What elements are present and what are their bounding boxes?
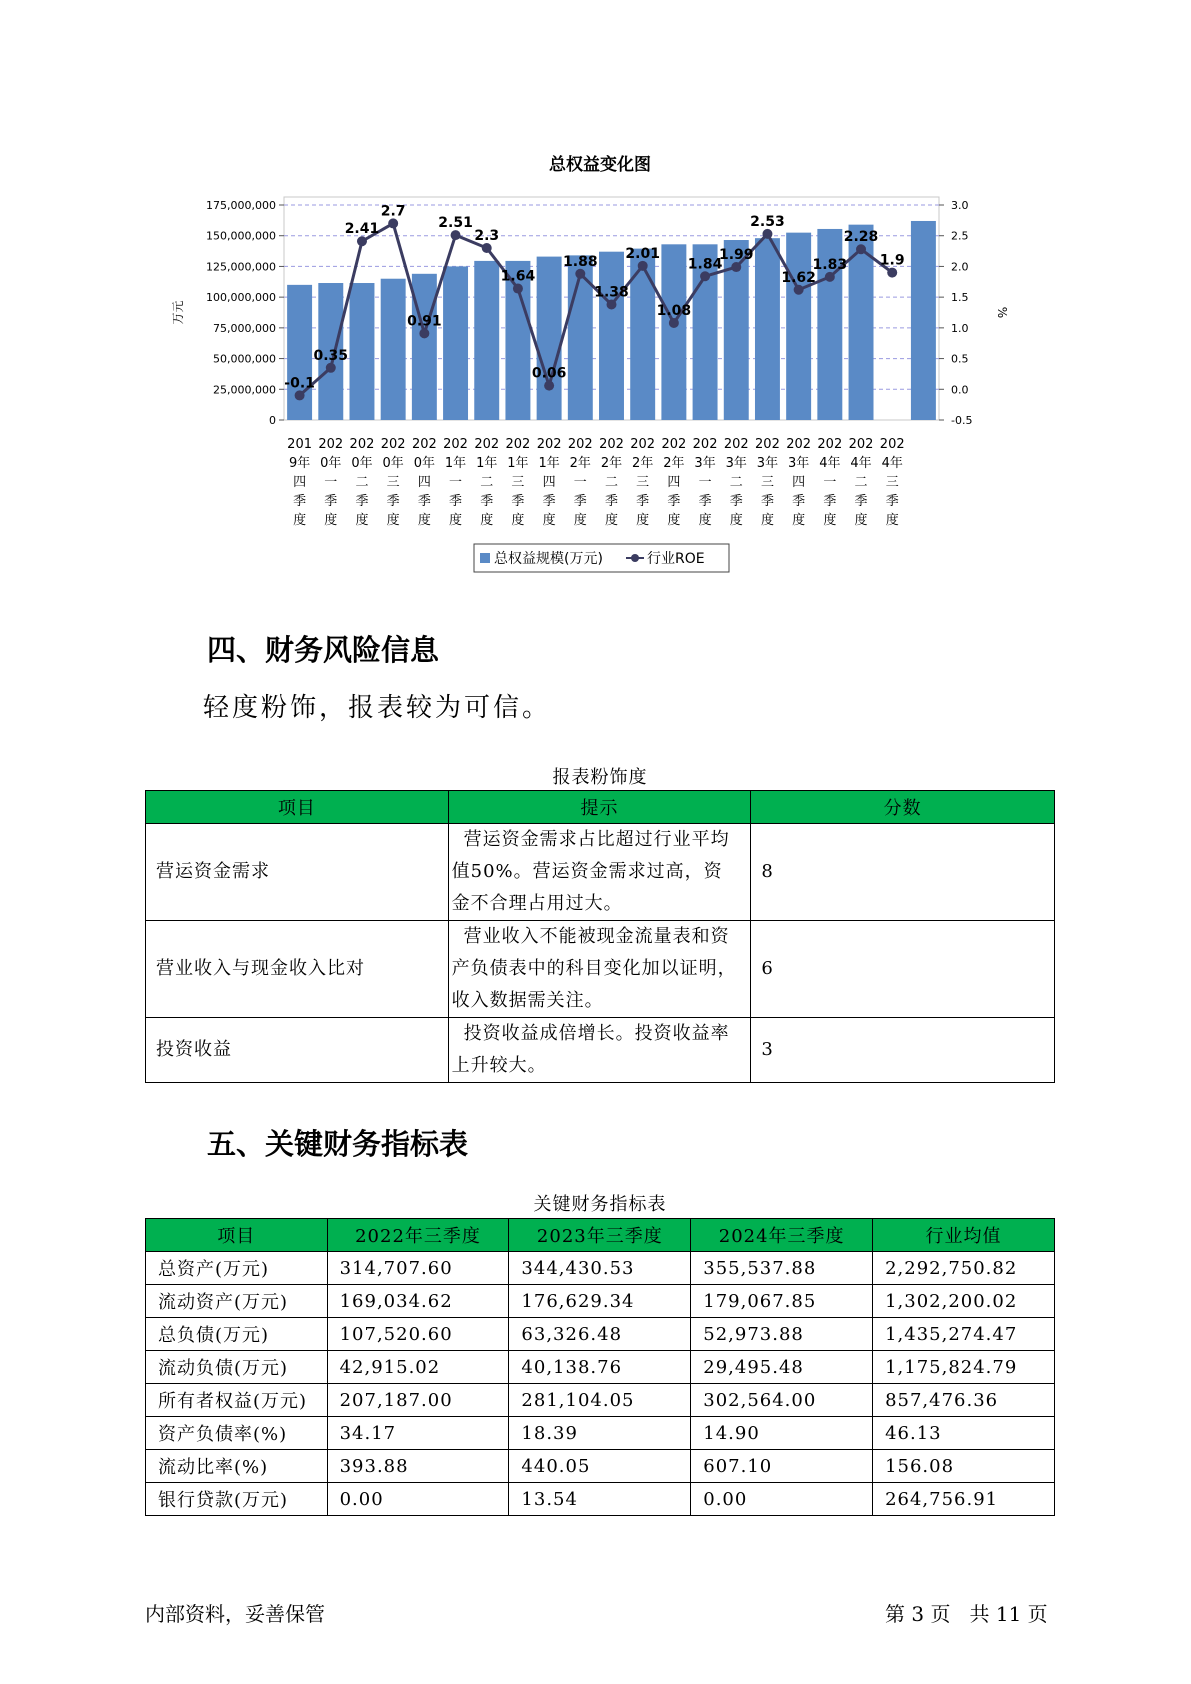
kpi-industry-avg: 857,476.36 [873, 1384, 1055, 1417]
table-row [146, 1252, 1055, 1285]
bar [537, 257, 562, 420]
y-tick-label: 125,000,000 [206, 260, 276, 274]
y-tick-label: 100,000,000 [206, 291, 276, 305]
y2-tick-label: 2.5 [951, 229, 969, 243]
x-tick-label: 202 4年二季度 [848, 437, 874, 528]
table-row [146, 1285, 1055, 1318]
table-row [146, 824, 1055, 921]
y-tick-label: 75,000,000 [213, 321, 276, 335]
y2-tick-label: 1.5 [951, 291, 969, 305]
kpi-2024q3: 29,495.48 [691, 1351, 873, 1384]
risk-score: 6 [751, 921, 1055, 1018]
roe-data-label: 1.08 [656, 302, 692, 319]
roe-data-label: 2.28 [843, 229, 879, 246]
y-tick-label: 150,000,000 [206, 229, 276, 243]
y2-tick-label: 2.0 [951, 260, 969, 274]
kpi-2023q3: 13.54 [509, 1483, 691, 1516]
y-tick-label: 50,000,000 [213, 352, 276, 366]
kpi-2023q3: 440.05 [509, 1450, 691, 1483]
kpi-item: 流动资产(万元) [146, 1285, 328, 1318]
legend-swatch-bar [480, 553, 490, 563]
x-tick-label: 202 1年三季度 [505, 437, 531, 528]
x-tick-label: 202 2年二季度 [599, 437, 624, 528]
roe-point [638, 261, 648, 271]
section5-heading: 五、关键财务指标表 [207, 1127, 469, 1161]
table-row [146, 1450, 1055, 1483]
x-tick-label: 202 4年一季度 [817, 437, 843, 528]
y-axis-label: 万元 [171, 300, 185, 325]
kpi-item: 流动负债(万元) [146, 1351, 328, 1384]
roe-point [887, 268, 897, 278]
table-row [146, 1483, 1055, 1516]
bar [786, 233, 811, 420]
roe-point [856, 244, 866, 254]
x-tick-label: 202 2年三季度 [630, 437, 656, 528]
bar [911, 221, 936, 420]
risk-table-header [146, 791, 1055, 824]
bar [755, 238, 780, 420]
roe-point [825, 272, 835, 282]
kpi-industry-avg: 2,292,750.82 [873, 1252, 1055, 1285]
bar [381, 279, 406, 420]
y-tick-label: 0 [269, 414, 276, 427]
x-tick-label: 202 3年一季度 [692, 437, 718, 528]
col-header-item: 项目 [146, 1219, 328, 1252]
roe-point [669, 318, 679, 328]
kpi-table-caption: 关键财务指标表 [533, 1194, 667, 1215]
y-tick-label: 25,000,000 [213, 383, 276, 397]
risk-item: 投资收益 [146, 1018, 449, 1083]
roe-point [357, 236, 367, 246]
kpi-industry-avg: 1,302,200.02 [873, 1285, 1055, 1318]
roe-data-label: 1.38 [594, 284, 629, 301]
table-row [146, 1417, 1055, 1450]
y2-tick-label: 0.5 [951, 352, 969, 366]
x-tick-label: 202 2年四季度 [661, 437, 687, 528]
risk-score: 3 [751, 1018, 1055, 1083]
kpi-industry-avg: 156.08 [873, 1450, 1055, 1483]
x-tick-label: 202 3年二季度 [723, 437, 749, 528]
kpi-2023q3: 176,629.34 [509, 1285, 691, 1318]
bar [412, 274, 437, 420]
kpi-industry-avg: 46.13 [873, 1417, 1055, 1450]
table-row [146, 1384, 1055, 1417]
kpi-2024q3: 0.00 [691, 1483, 873, 1516]
bar [443, 266, 468, 420]
roe-data-label: 2.53 [750, 213, 785, 230]
risk-tip-text: 营业收入不能被现金流量表和资产负债表中的科目变化加以证明，收入数据需关注。 [451, 926, 737, 1011]
roe-data-label: 0.91 [407, 313, 442, 330]
kpi-item: 所有者权益(万元) [146, 1384, 328, 1417]
legend-label: 行业ROE [647, 551, 705, 567]
risk-score: 8 [751, 824, 1055, 921]
roe-data-label: 1.62 [781, 269, 816, 286]
y2-tick-label: 3.0 [951, 199, 969, 212]
legend-swatch-point [631, 554, 639, 562]
roe-point [482, 243, 492, 253]
risk-tip [448, 824, 751, 921]
table-row [146, 1351, 1055, 1384]
equity-chart [160, 180, 1020, 600]
risk-tip-text: 营运资金需求占比超过行业平均值50%。营运资金需求过高，资金不合理占用过大。 [451, 829, 730, 914]
kpi-2022q3: 0.00 [327, 1483, 509, 1516]
roe-data-label: 1.88 [563, 253, 598, 270]
bar [350, 283, 375, 420]
roe-point [326, 363, 336, 373]
roe-point [575, 269, 585, 279]
y2-axis-label: % [995, 306, 1009, 319]
kpi-2022q3: 42,915.02 [327, 1351, 509, 1384]
x-tick-label: 201 9年四季度 [287, 437, 313, 528]
kpi-item: 资产负债率(%) [146, 1417, 328, 1450]
legend-label: 总权益规模(万元) [494, 551, 603, 567]
roe-point [295, 390, 305, 400]
y2-tick-label: 0.0 [951, 383, 969, 397]
kpi-item: 总负债(万元) [146, 1318, 328, 1351]
roe-point [388, 218, 398, 228]
roe-point [607, 300, 617, 310]
bar [568, 255, 593, 420]
roe-data-label: 2.51 [438, 215, 473, 232]
y2-tick-label: -0.5 [951, 414, 973, 427]
roe-data-label: 2.41 [344, 221, 380, 238]
x-tick-label: 202 3年三季度 [755, 437, 780, 528]
kpi-2024q3: 302,564.00 [691, 1384, 873, 1417]
col-header-score: 分数 [751, 791, 1055, 824]
kpi-table-header [146, 1219, 1055, 1252]
risk-item: 营运资金需求 [146, 824, 449, 921]
kpi-2022q3: 314,707.60 [327, 1252, 509, 1285]
col-header-2022q3: 2022年三季度 [327, 1219, 509, 1252]
risk-table-caption: 报表粉饰度 [552, 767, 648, 788]
roe-data-label: 1.83 [812, 256, 848, 273]
chart-title: 总权益变化图 [549, 155, 651, 175]
x-tick-label: 202 1年二季度 [474, 437, 500, 528]
x-tick-label: 202 0年四季度 [411, 437, 437, 528]
table-row [146, 1018, 1055, 1083]
kpi-2023q3: 281,104.05 [509, 1384, 691, 1417]
section4-heading: 四、财务风险信息 [207, 633, 440, 667]
risk-table [145, 790, 1055, 1083]
roe-data-label: 0.35 [313, 347, 349, 364]
kpi-item: 银行贷款(万元) [146, 1483, 328, 1516]
roe-point [700, 271, 710, 281]
kpi-2024q3: 355,537.88 [691, 1252, 873, 1285]
risk-summary: 轻度粉饰，报表较为可信。 [203, 693, 552, 723]
roe-point [419, 328, 429, 338]
roe-point [544, 381, 554, 391]
roe-data-label: 1.9 [879, 252, 905, 269]
risk-tip-text: 投资收益成倍增长。投资收益率上升较大。 [451, 1023, 730, 1076]
col-header-2023q3: 2023年三季度 [509, 1219, 691, 1252]
x-tick-label: 202 0年一季度 [318, 437, 344, 528]
col-header-industry-avg: 行业均值 [873, 1219, 1055, 1252]
roe-data-label: 2.7 [380, 203, 406, 220]
roe-data-label: 1.99 [718, 247, 754, 264]
roe-data-label: -0.1 [284, 375, 315, 392]
risk-tip [448, 921, 751, 1018]
roe-point [451, 230, 461, 240]
kpi-2022q3: 169,034.62 [327, 1285, 509, 1318]
risk-item: 营业收入与现金收入比对 [146, 921, 449, 1018]
col-header-tip: 提示 [448, 791, 751, 824]
kpi-table [145, 1218, 1055, 1516]
y2-tick-label: 1.0 [951, 321, 969, 335]
x-tick-label: 202 0年三季度 [380, 437, 406, 528]
roe-data-label: 1.64 [500, 268, 536, 285]
kpi-industry-avg: 1,435,274.47 [873, 1318, 1055, 1351]
y-tick-label: 175,000,000 [206, 199, 276, 212]
roe-point [794, 285, 804, 295]
kpi-2022q3: 107,520.60 [327, 1318, 509, 1351]
kpi-2024q3: 52,973.88 [691, 1318, 873, 1351]
bar [661, 244, 686, 420]
table-row [146, 921, 1055, 1018]
bar [599, 252, 624, 420]
table-row [146, 1318, 1055, 1351]
roe-data-label: 2.01 [625, 245, 660, 262]
bar [474, 261, 499, 420]
roe-point [762, 229, 772, 239]
kpi-2024q3: 14.90 [691, 1417, 873, 1450]
risk-tip [448, 1018, 751, 1083]
x-tick-label: 202 3年四季度 [786, 437, 812, 528]
kpi-2023q3: 40,138.76 [509, 1351, 691, 1384]
kpi-2023q3: 18.39 [509, 1417, 691, 1450]
kpi-2024q3: 607.10 [691, 1450, 873, 1483]
roe-data-label: 1.84 [687, 256, 723, 273]
roe-data-label: 2.3 [474, 228, 500, 244]
x-tick-label: 202 4年三季度 [879, 437, 905, 528]
kpi-2022q3: 393.88 [327, 1450, 509, 1483]
kpi-2022q3: 34.17 [327, 1417, 509, 1450]
kpi-2022q3: 207,187.00 [327, 1384, 509, 1417]
footer-page-number: 第 3 页 共 11 页 [885, 1602, 1048, 1626]
roe-data-label: 0.06 [531, 365, 567, 382]
kpi-item: 总资产(万元) [146, 1252, 328, 1285]
col-header-2024q3: 2024年三季度 [691, 1219, 873, 1252]
kpi-industry-avg: 264,756.91 [873, 1483, 1055, 1516]
kpi-item: 流动比率(%) [146, 1450, 328, 1483]
footer-confidential: 内部资料，妥善保管 [145, 1602, 325, 1626]
kpi-2024q3: 179,067.85 [691, 1285, 873, 1318]
roe-point [731, 262, 741, 272]
kpi-2023q3: 63,326.48 [509, 1318, 691, 1351]
x-tick-label: 202 1年四季度 [536, 437, 562, 528]
roe-point [513, 284, 523, 294]
kpi-industry-avg: 1,175,824.79 [873, 1351, 1055, 1384]
x-tick-label: 202 2年一季度 [567, 437, 593, 528]
kpi-2023q3: 344,430.53 [509, 1252, 691, 1285]
col-header-item: 项目 [146, 791, 449, 824]
x-tick-label: 202 1年一季度 [443, 437, 468, 528]
x-tick-label: 202 0年二季度 [349, 437, 375, 528]
